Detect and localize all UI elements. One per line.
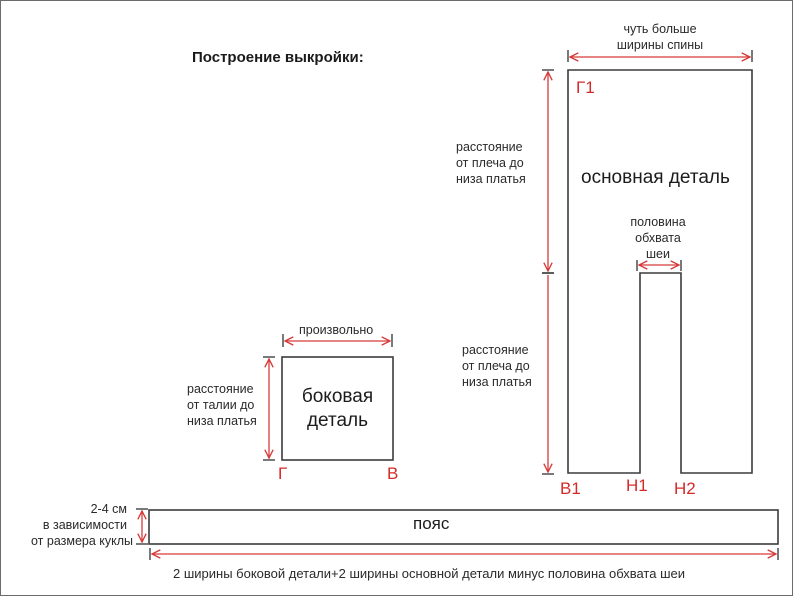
note-line: от плеча до xyxy=(462,359,530,373)
point-n1: Н1 xyxy=(626,476,648,495)
main-lower-height-note xyxy=(462,342,532,390)
point-n2: Н2 xyxy=(674,479,696,498)
point-g: Г xyxy=(278,464,288,483)
main-upper-height-note xyxy=(456,139,526,187)
point-g1: Г1 xyxy=(576,78,595,97)
main-width-note-line: ширины спины xyxy=(616,38,704,52)
main-part-label: основная деталь xyxy=(581,167,730,188)
note-line: в зависимости xyxy=(42,518,127,532)
note-line: от размера куклы xyxy=(31,534,134,548)
belt-label: пояс xyxy=(413,514,450,533)
belt-height-note xyxy=(31,501,134,549)
main-width-note xyxy=(588,21,732,53)
belt-length-note: 2 ширины боковой детали+2 ширины основной детали минус половина обхвата шеи xyxy=(173,566,685,581)
note-line: низа платья xyxy=(456,172,526,186)
main-part-outline xyxy=(568,70,752,473)
belt-outline xyxy=(149,510,778,544)
point-v: В xyxy=(387,464,399,483)
main-width-note-line: чуть больше xyxy=(623,22,697,36)
label-line: боковая xyxy=(301,386,374,407)
note-line: расстояние xyxy=(456,140,523,154)
note-line: расстояние xyxy=(462,343,529,357)
note-line: от плеча до xyxy=(456,156,524,170)
side-part-label xyxy=(282,385,393,433)
note-line: низа платья xyxy=(187,414,257,428)
note-line: обхвата xyxy=(635,231,681,245)
neck-width-note xyxy=(618,214,698,262)
side-width-note: произвольно xyxy=(299,323,374,337)
note-line: шеи xyxy=(646,247,670,261)
label-line: деталь xyxy=(306,410,369,431)
page-title: Построение выкройки: xyxy=(192,49,364,66)
note-line: 2-4 см xyxy=(90,502,127,516)
point-v1: В1 xyxy=(560,479,581,498)
note-line: от талии до xyxy=(187,398,255,412)
note-line: половина xyxy=(630,215,686,229)
note-line: расстояние xyxy=(187,382,254,396)
note-line: низа платья xyxy=(462,375,532,389)
side-height-note xyxy=(187,381,257,429)
